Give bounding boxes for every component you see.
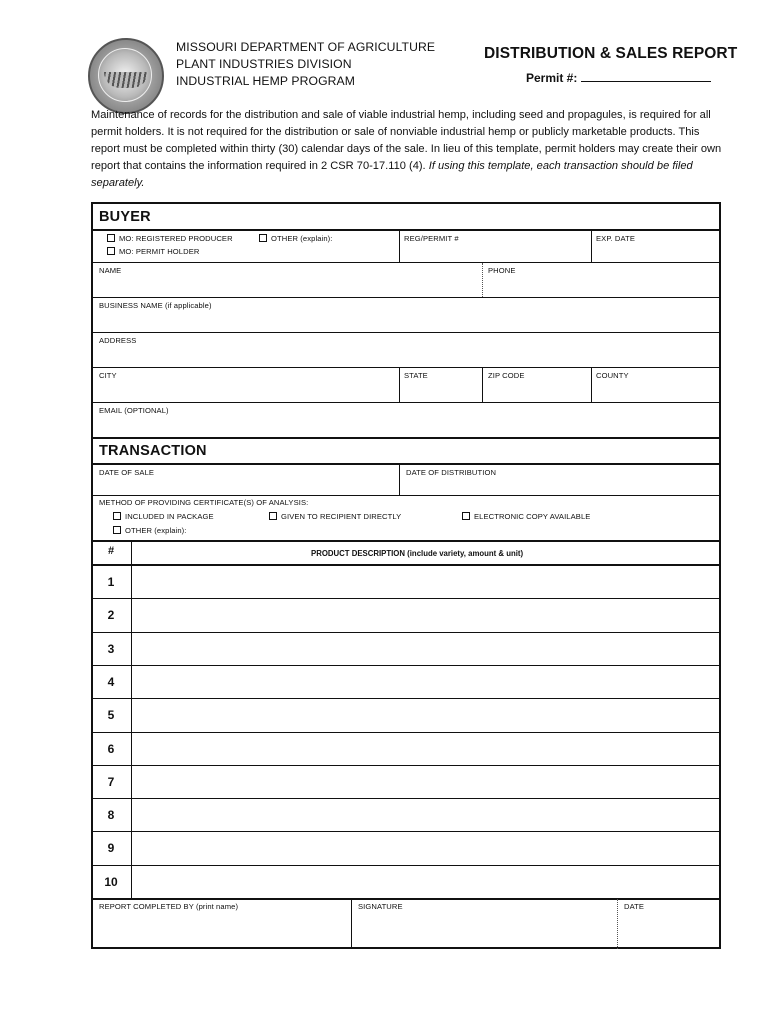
- date-label: DATE: [624, 902, 645, 911]
- section-rule: [93, 437, 719, 439]
- product-description-field[interactable]: [132, 798, 719, 830]
- county-label: COUNTY: [596, 371, 629, 380]
- buyer-heading-rule: [93, 229, 719, 231]
- row-rule: [93, 262, 719, 263]
- email-label: EMAIL (OPTIONAL): [99, 406, 169, 415]
- product-row-number: 3: [107, 641, 115, 656]
- product-row-number: 2: [107, 608, 115, 623]
- exp-date-label: EXP. DATE: [596, 234, 636, 243]
- reg-permit-label: REG/PERMIT #: [404, 234, 459, 243]
- product-row-number: 5: [107, 708, 115, 723]
- checkbox-icon[interactable]: [113, 512, 121, 520]
- agency-line-division: PLANT INDUSTRIES DIVISION: [176, 57, 352, 71]
- product-num-header: #: [107, 545, 115, 557]
- permit-label: Permit #:: [526, 71, 578, 85]
- permit-input-line[interactable]: [581, 70, 711, 82]
- opt-electronic-copy[interactable]: ELECTRONIC COPY AVAILABLE: [462, 512, 590, 521]
- divider: [591, 230, 592, 262]
- checkbox-icon[interactable]: [269, 512, 277, 520]
- divider: [351, 899, 352, 949]
- product-description-field[interactable]: [132, 831, 719, 863]
- product-row-number: 10: [104, 874, 118, 889]
- department-seal: [88, 38, 164, 114]
- state-label: STATE: [404, 371, 428, 380]
- product-description-field[interactable]: [132, 632, 719, 664]
- zip-label: ZIP CODE: [488, 371, 525, 380]
- product-description-field[interactable]: [132, 865, 719, 897]
- city-label: CITY: [99, 371, 117, 380]
- intro-italic-note: If using this template, each transaction should be filed separately.: [91, 160, 693, 189]
- row-rule: [93, 332, 719, 333]
- address-label: ADDRESS: [99, 336, 137, 345]
- permit-field[interactable]: [526, 70, 711, 85]
- row-rule: [93, 367, 719, 368]
- divider: [482, 263, 483, 297]
- agency-block: [176, 39, 435, 90]
- product-row-number: 7: [107, 774, 115, 789]
- business-name-label: BUSINESS NAME (if applicable): [99, 301, 212, 310]
- product-row-number: 8: [107, 808, 115, 823]
- intro-text: Maintenance of records for the distribution and sale of viable industrial hemp, including seed and propagules, is required for all permit holders. It is not required for the distribution or sale of nonviable industrial hemp or publicly marketable products. This report must be completed within thirty (30) calendar days of the sale. In lieu of this template, permit holders may create their own report that contains the information required in 2 CSR 70-17.110 (4).: [91, 109, 722, 172]
- row-rule: [93, 297, 719, 298]
- product-row-number: 4: [107, 674, 115, 689]
- product-desc-header: PRODUCT DESCRIPTION (include variety, amount & unit): [311, 549, 524, 558]
- product-row-number: 1: [107, 575, 115, 589]
- checkbox-icon[interactable]: [107, 234, 115, 242]
- product-row-number: 9: [107, 841, 115, 856]
- product-description-field[interactable]: [132, 765, 719, 797]
- agency-line-program: INDUSTRIAL HEMP PROGRAM: [176, 74, 356, 88]
- date-of-distribution-label: DATE OF DISTRIBUTION: [406, 468, 497, 477]
- signature-label: SIGNATURE: [358, 902, 403, 911]
- product-description-field[interactable]: [132, 665, 719, 697]
- buyer-heading: BUYER: [99, 209, 151, 225]
- product-description-field[interactable]: [132, 698, 719, 730]
- opt-other-method[interactable]: OTHER (explain):: [113, 526, 187, 535]
- opt-other-buyer[interactable]: OTHER (explain):: [259, 234, 333, 243]
- agency-line-department: MISSOURI DEPARTMENT OF AGRICULTURE: [176, 40, 436, 54]
- row-rule: [93, 495, 719, 496]
- date-of-sale-label: DATE OF SALE: [99, 468, 155, 477]
- opt-given-directly[interactable]: GIVEN TO RECIPIENT DIRECTLY: [269, 512, 401, 521]
- transaction-heading-rule: [93, 463, 719, 465]
- opt-permit-holder[interactable]: MO: PERMIT HOLDER: [107, 247, 199, 256]
- transaction-heading: TRANSACTION: [99, 443, 207, 459]
- opt-registered-producer[interactable]: MO: REGISTERED PRODUCER: [107, 234, 233, 243]
- phone-label: PHONE: [488, 266, 516, 275]
- divider: [399, 368, 400, 402]
- section-rule: [93, 540, 719, 542]
- opt-included-in-package[interactable]: INCLUDED IN PACKAGE: [113, 512, 214, 521]
- report-title: DISTRIBUTION & SALES REPORT: [484, 45, 738, 62]
- checkbox-icon[interactable]: [113, 526, 121, 534]
- checkbox-icon[interactable]: [259, 234, 267, 242]
- product-description-field[interactable]: [132, 565, 719, 597]
- divider: [617, 899, 618, 949]
- product-row-number: 6: [107, 741, 115, 756]
- section-rule: [93, 898, 719, 900]
- product-description-field[interactable]: [132, 732, 719, 764]
- product-description-field[interactable]: [132, 598, 719, 630]
- checkbox-icon[interactable]: [462, 512, 470, 520]
- divider: [399, 464, 400, 495]
- name-label: NAME: [99, 266, 122, 275]
- divider: [591, 368, 592, 402]
- intro-paragraph: [91, 107, 731, 192]
- row-rule: [93, 402, 719, 403]
- report-form: [91, 202, 721, 949]
- divider: [482, 368, 483, 402]
- coa-method-label: METHOD OF PROVIDING CERTIFICATE(S) OF ANALYSIS:: [99, 498, 309, 507]
- checkbox-icon[interactable]: [107, 247, 115, 255]
- completed-by-label: REPORT COMPLETED BY (print name): [99, 902, 239, 911]
- divider: [399, 230, 400, 262]
